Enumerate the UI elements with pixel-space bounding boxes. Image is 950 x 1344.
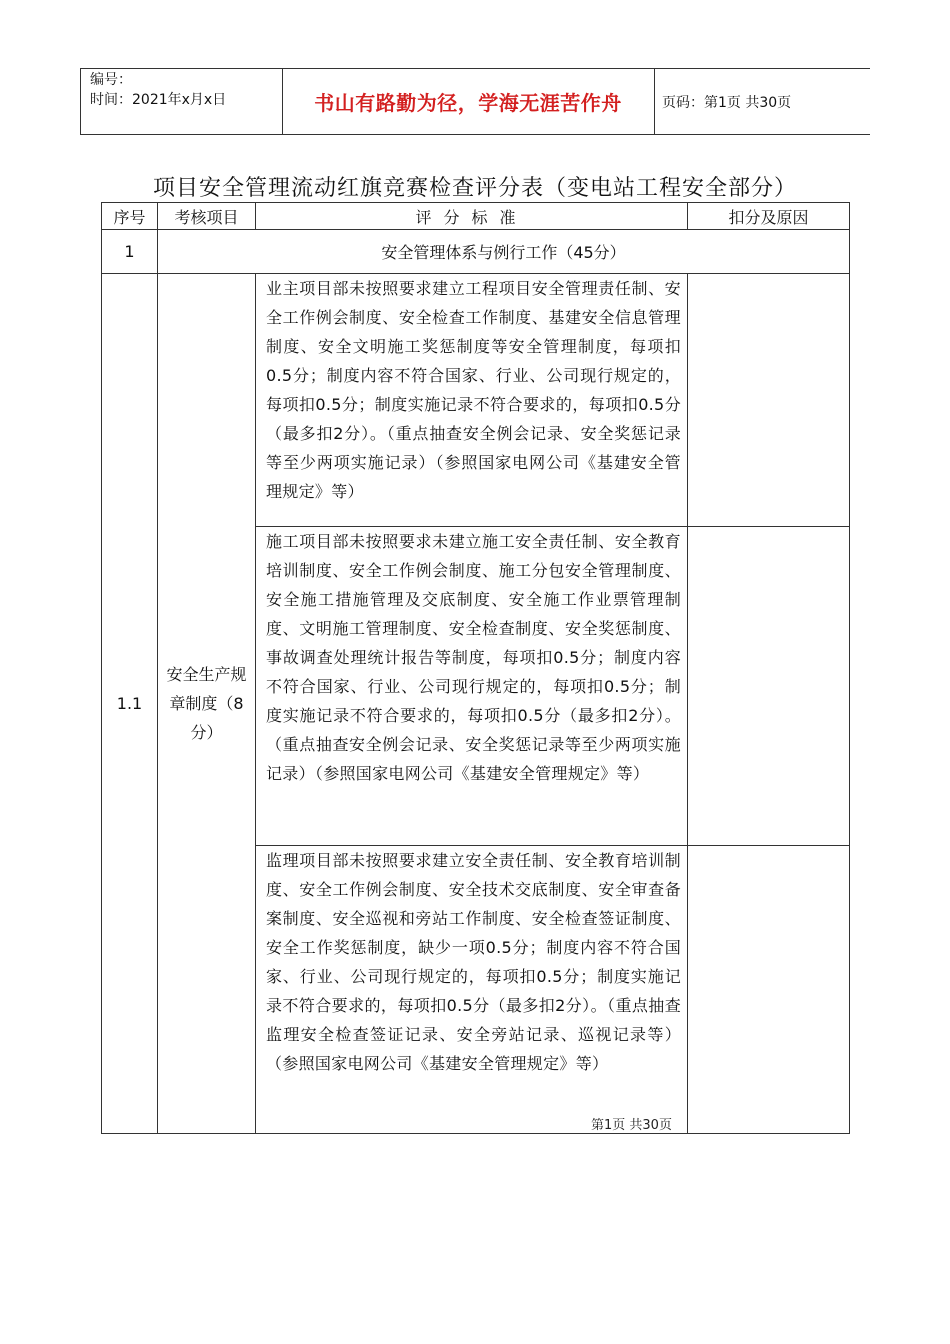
scoring-table — [101, 202, 850, 1134]
header-border-left — [80, 68, 81, 135]
header-slogan: 书山有路勤为径，学海无涯苦作舟 — [314, 91, 622, 115]
group-index: 1.1 — [102, 274, 158, 1134]
deduction-cell-1[interactable] — [688, 274, 850, 527]
header-item: 考核项目 — [158, 203, 256, 230]
table-row — [102, 274, 850, 527]
criteria-cell-1: 业主项目部未按照要求建立工程项目安全管理责任制、安全工作例会制度、安全检查工作制度、基建安全信息管理制度、安全文明施工奖惩制度等安全管理制度，每项扣0.5分；制度内容不符合国家、行业、公司现行规定的，每项扣0.5分；制度实施记录不符合要求的，每项扣0.5分（最多扣2分）。（重点抽查安全例会记录、安全奖惩记录等至少两项实施记录）（参照国家电网公司《基建安全管理规定》等） — [256, 274, 688, 527]
header-index: 序号 — [102, 203, 158, 230]
criteria-cell-2: 施工项目部未按照要求未建立施工安全责任制、安全教育培训制度、安全工作例会制度、施工分包安全管理制度、安全施工措施管理及交底制度、安全施工作业票管理制度、文明施工管理制度、安全检查制度、安全奖惩制度、事故调查处理统计报告等制度，每项扣0.5分；制度内容不符合国家、行业、公司现行规定的，每项扣0.5分；制度实施记录不符合要求的，每项扣0.5分（最多扣2分）。（重点抽查安全例会记录、安全奖惩记录等至少两项实施记录）（参照国家电网公司《基建安全管理规定》等） — [256, 527, 688, 846]
deduction-cell-3[interactable] — [688, 846, 850, 1134]
table-header-row — [102, 203, 850, 230]
group-item-text: 安全生产规章制度（8分） — [166, 665, 247, 742]
footer-page-number: 第1页 共30页 — [591, 1118, 672, 1133]
header-left-info — [90, 70, 280, 110]
section-row — [102, 230, 850, 274]
number-label: 编号： — [90, 72, 132, 88]
time-label: 时间：2021年x月x日 — [90, 92, 227, 108]
group-item — [158, 274, 256, 1134]
header-deduction: 扣分及原因 — [688, 203, 850, 230]
document-header — [80, 68, 870, 135]
section-index: 1 — [102, 230, 158, 274]
header-divider-2 — [654, 68, 655, 135]
header-criteria: 评分标准 — [256, 203, 688, 230]
page-title: 项目安全管理流动红旗竞赛检查评分表（变电站工程安全部分） — [152, 176, 797, 201]
section-title: 安全管理体系与例行工作（45分） — [158, 230, 850, 274]
deduction-cell-2[interactable] — [688, 527, 850, 846]
criteria-cell-3: 监理项目部未按照要求建立安全责任制、安全教育培训制度、安全工作例会制度、安全技术交底制度、安全审查备案制度、安全巡视和旁站工作制度、安全检查签证制度、安全工作奖惩制度，缺少一项0.5分；制度内容不符合国家、行业、公司现行规定的，每项扣0.5分；制度实施记录不符合要求的，每项扣0.5分（最多扣2分）。（重点抽查监理安全检查签证记录、安全旁站记录、巡视记录等）（参照国家电网公司《基建安全管理规定》等） — [256, 846, 688, 1134]
header-page-info: 页码：第1页 共30页 — [662, 94, 792, 111]
